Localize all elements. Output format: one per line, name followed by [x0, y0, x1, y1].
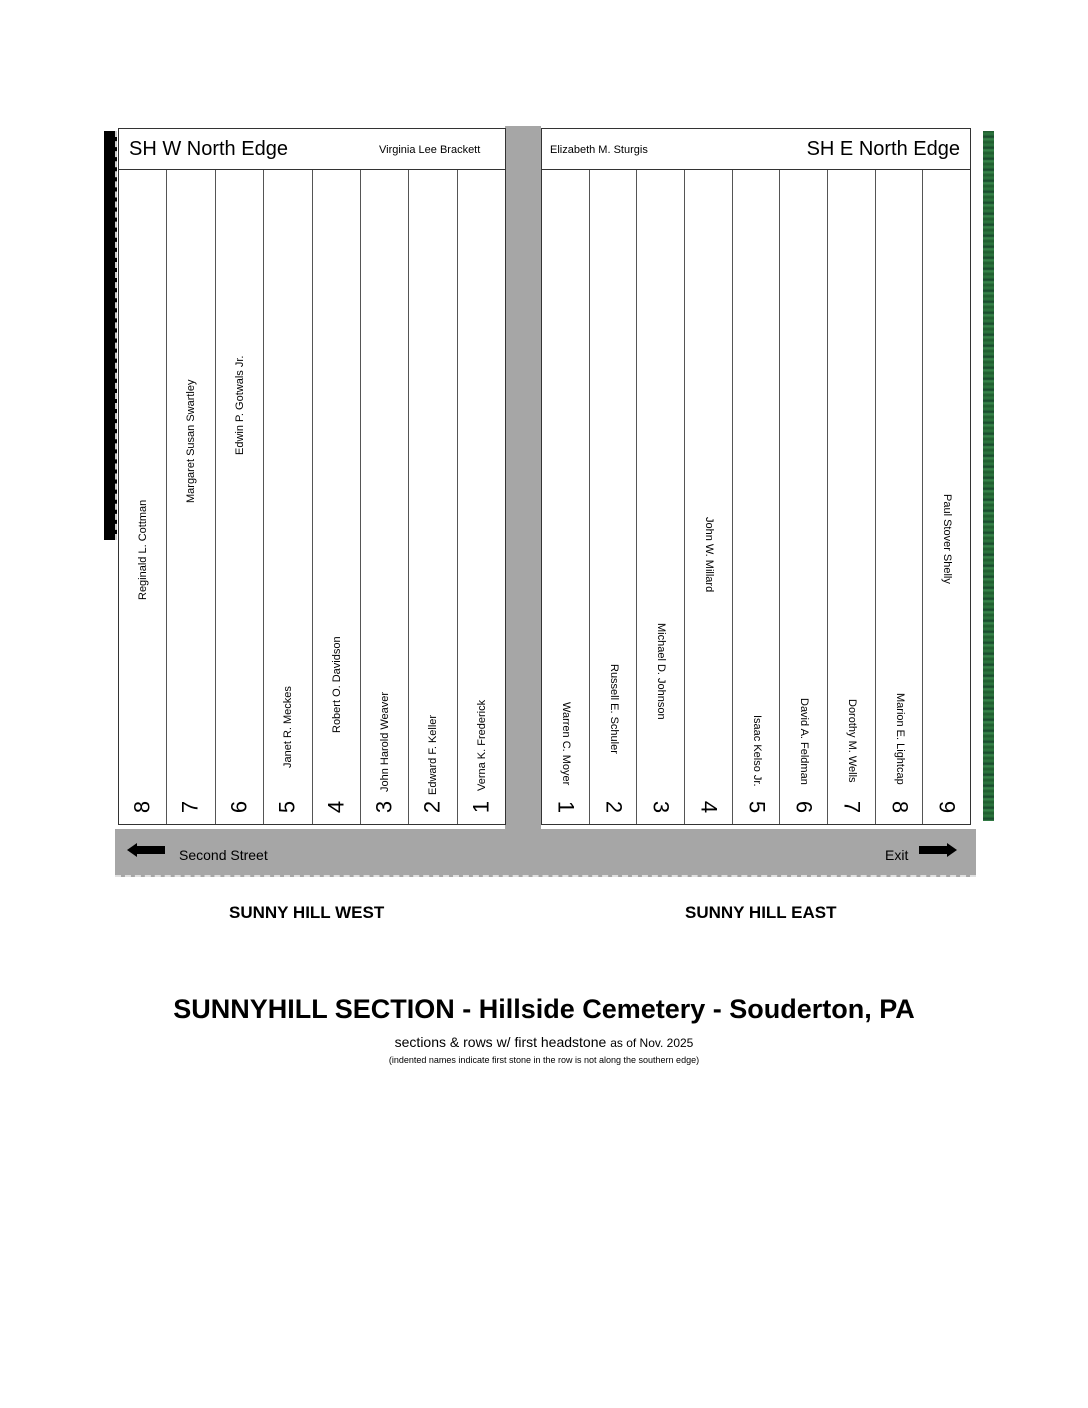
east-row-5 — [733, 170, 781, 824]
first-headstone-name: Janet R. Meckes — [282, 686, 295, 768]
first-headstone-name: Dorothy M. Wells — [846, 699, 859, 783]
east-header — [542, 129, 970, 170]
east-rows — [542, 170, 970, 824]
west-header — [119, 129, 505, 170]
row-number: 1 — [553, 800, 579, 814]
first-headstone-name: Verna K. Frederick — [475, 699, 488, 791]
east-section-grid — [541, 128, 971, 825]
first-headstone-name: Paul Stover Shelly — [941, 494, 954, 584]
first-headstone-name: Robert O. Davidson — [330, 636, 343, 733]
subtitle-main: sections & rows w/ first headstone — [394, 1034, 607, 1050]
first-headstone-name: Warren C. Moyer — [560, 702, 572, 786]
row-number: 6 — [791, 800, 817, 814]
arrow-right-icon — [919, 843, 957, 855]
west-row-3 — [361, 170, 409, 824]
center-path — [505, 126, 541, 830]
row-number: 3 — [648, 800, 674, 814]
first-headstone-name: John Harold Weaver — [378, 691, 391, 792]
footnote: (indented names indicate first stone in the row is not along the southern edge) — [388, 1055, 700, 1065]
row-number: 1 — [468, 800, 494, 814]
west-row-6 — [216, 170, 264, 824]
row-number: 9 — [934, 800, 960, 814]
east-row-1 — [542, 170, 590, 824]
first-headstone-name: Michael D. Johnson — [655, 623, 668, 720]
row-number: 2 — [601, 800, 627, 814]
row-number: 7 — [839, 800, 865, 814]
east-row-4 — [685, 170, 733, 824]
west-section-label: SUNNY HILL WEST — [229, 903, 385, 922]
east-row-6 — [780, 170, 828, 824]
west-row-7 — [167, 170, 215, 824]
row-number: 3 — [371, 800, 397, 814]
west-row-1 — [458, 170, 505, 824]
west-header-name: Virginia Lee Brackett — [379, 144, 481, 156]
west-section-grid — [118, 128, 506, 825]
first-headstone-name: Reginald L. Cottman — [137, 499, 149, 600]
arrow-left-icon — [127, 843, 165, 855]
first-headstone-name: Isaac Kelso Jr. — [750, 715, 763, 787]
row-number: 5 — [274, 800, 300, 814]
row-number: 4 — [696, 800, 722, 814]
east-section-label: SUNNY HILL EAST — [685, 903, 837, 922]
first-headstone-name: Edward F. Keller — [427, 714, 440, 795]
east-row-8 — [876, 170, 924, 824]
first-headstone-name: Margaret Susan Swartley — [185, 379, 198, 503]
first-headstone-name: Russell E. Schuler — [607, 664, 620, 754]
subtitle-date: as of Nov. 2025 — [610, 1036, 694, 1050]
east-row-7 — [828, 170, 876, 824]
east-row-3 — [637, 170, 685, 824]
west-rows — [119, 170, 505, 824]
row-number: 7 — [178, 800, 204, 814]
subtitle — [0, 1034, 1088, 1050]
row-number: 2 — [419, 800, 445, 814]
west-row-2 — [409, 170, 457, 824]
first-headstone-name: John W. Millard — [703, 517, 716, 593]
west-row-8 — [119, 170, 167, 824]
east-section-title: SH E North Edge — [806, 138, 960, 160]
east-header-name: Elizabeth M. Sturgis — [550, 144, 648, 156]
first-headstone-name: David A. Feldman — [798, 698, 811, 785]
row-number: 8 — [129, 800, 155, 814]
second-street-road — [115, 829, 976, 877]
row-number: 4 — [323, 800, 349, 814]
west-row-5 — [264, 170, 312, 824]
exit-label: Exit — [885, 847, 909, 863]
west-row-4 — [313, 170, 361, 824]
west-section-title: SH W North Edge — [129, 138, 288, 160]
east-row-2 — [590, 170, 638, 824]
row-number: 5 — [744, 800, 770, 814]
east-edge-hedge — [983, 131, 994, 821]
west-edge-bar — [104, 131, 117, 540]
row-number: 8 — [887, 800, 913, 814]
page-title: SUNNYHILL SECTION - Hillside Cemetery - Souderton, PA — [173, 994, 915, 1024]
row-number: 6 — [226, 800, 252, 814]
first-headstone-name: Edwin P. Gotwals Jr. — [233, 355, 246, 455]
east-row-9 — [923, 170, 970, 824]
second-street-label: Second Street — [179, 847, 268, 863]
first-headstone-name: Marion E. Lightcap — [893, 693, 906, 785]
